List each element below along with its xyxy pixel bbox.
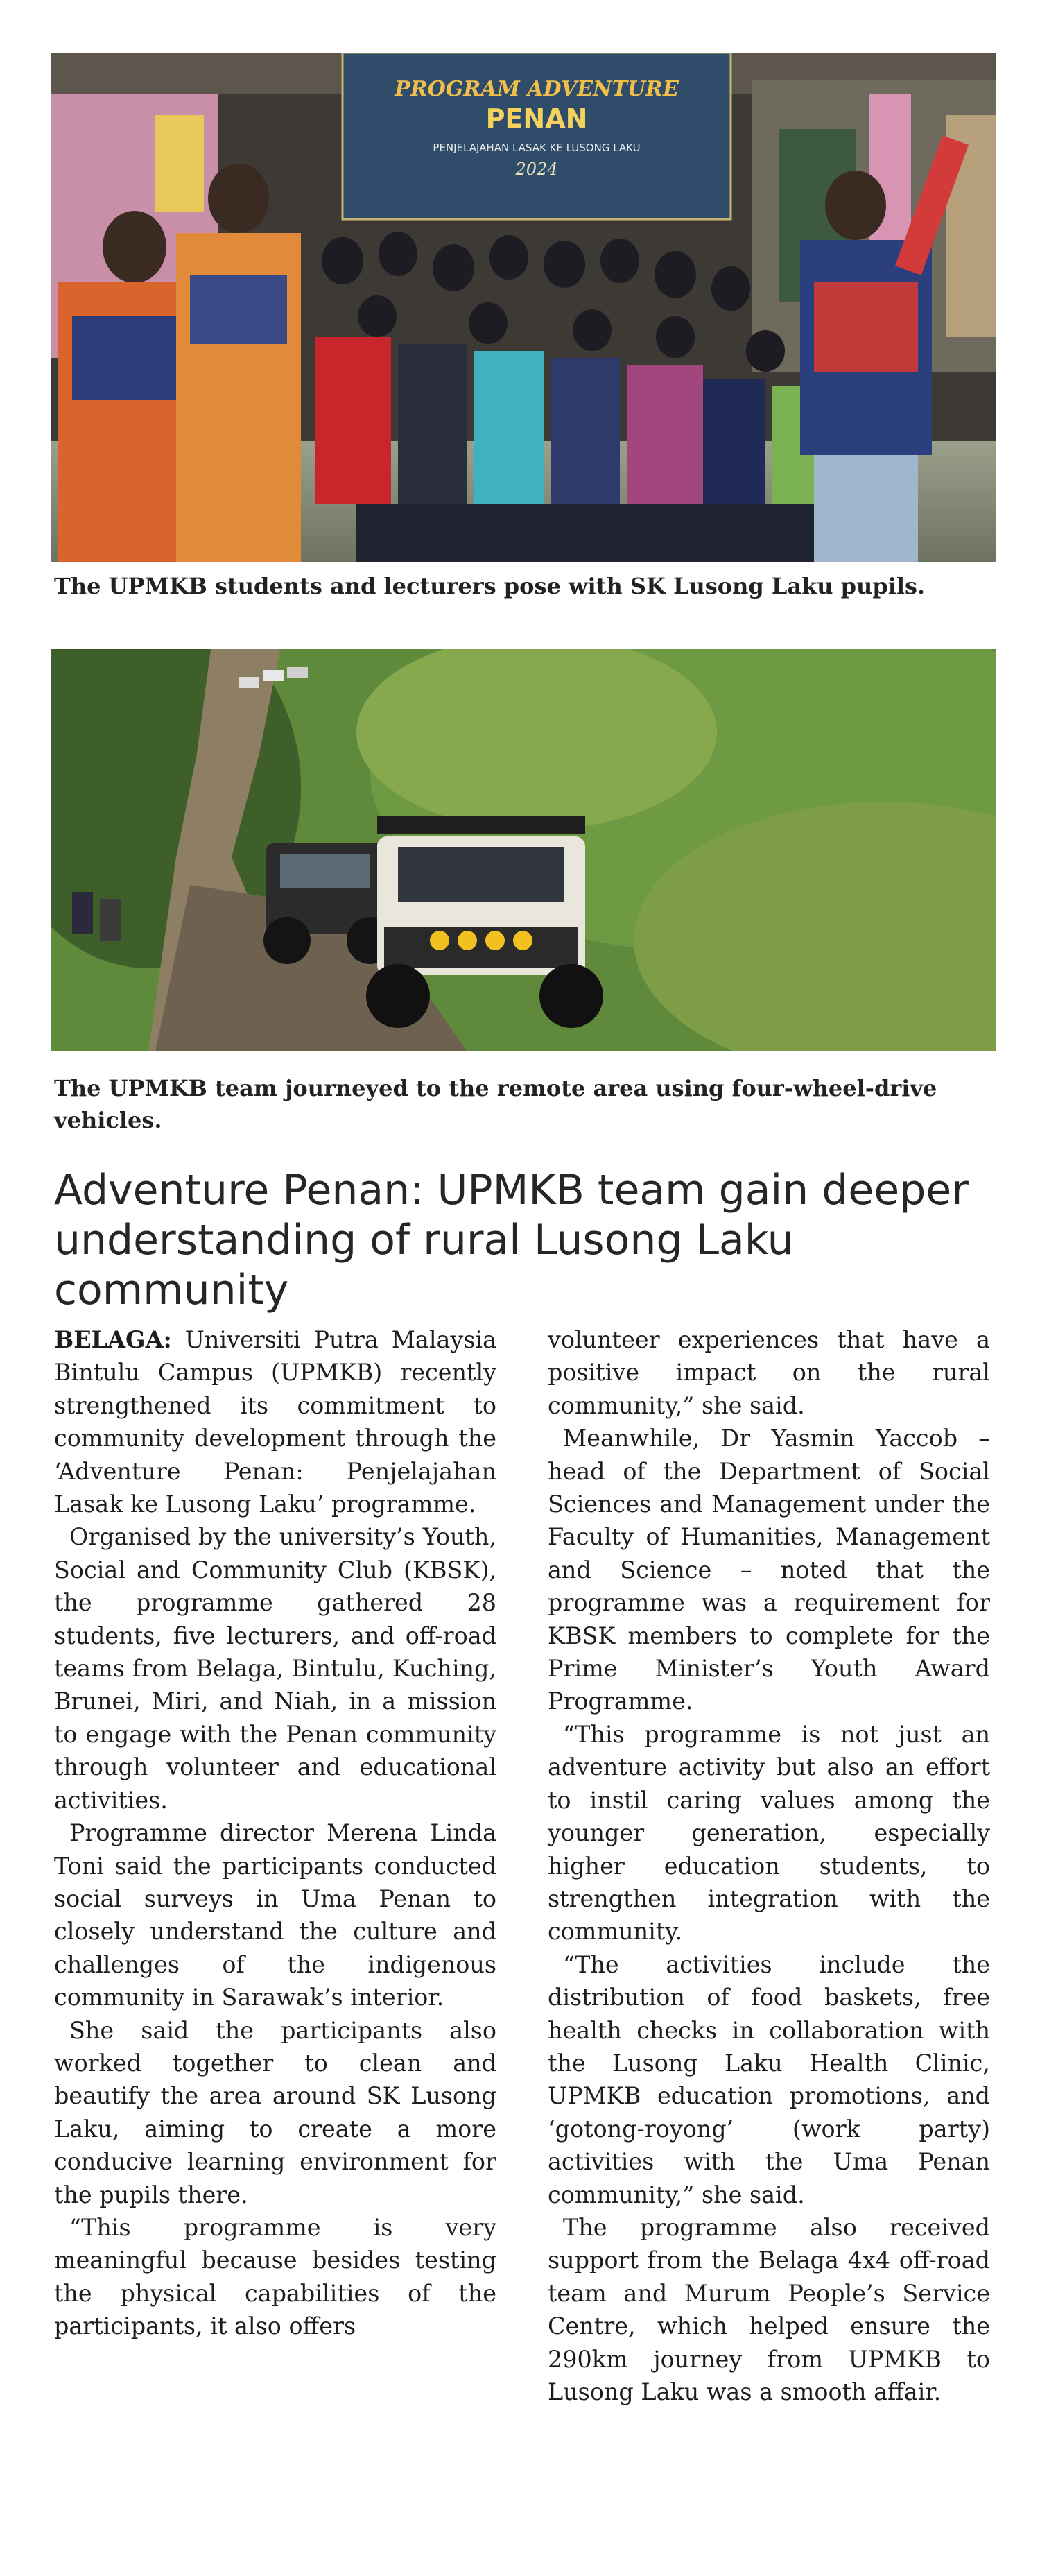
article-column-right	[548, 1323, 990, 2408]
article-paragraph	[54, 1323, 496, 1520]
article-paragraph: “This programme is very meaningful because besides testing the physical capabilities of the participants, it also offers	[54, 2213, 496, 2340]
group-photo	[51, 53, 996, 562]
article-paragraph: She said the participants also worked together to clean and beautify the area around SK Lusong Laku, aiming to create a more conducive learning environment for the pupils there.	[54, 2016, 496, 2208]
article-paragraph: volunteer experiences that have a positive impact on the rural community,” she said.	[548, 1326, 990, 1419]
article-paragraph: The programme also received support from the Belaga 4x4 off-road team and Murum People’s Service Centre, which helped ensure the 290km journey from UPMKB to Lusong Laku was a smooth affair.	[548, 2213, 990, 2405]
article-paragraph: “The activities include the distribution of food baskets, free health checks in collaboration with the Lusong Laku Health Clinic, UPMKB education promotions, and ‘gotong-royong’ (work party) activities with the Uma Penan community,” she said.	[548, 1950, 990, 2208]
article-paragraph: Meanwhile, Dr Yasmin Yaccob – head of the Department of Social Sciences and Management under the Faculty of Humanities, Management and Science – noted that the programme was a requirement for KBSK members to complete for the Prime Minister’s Youth Award Programme.	[548, 1425, 990, 1715]
banner-title: PROGRAM ADVENTURE	[395, 77, 679, 101]
banner-year: 2024	[515, 160, 558, 179]
dateline: BELAGA:	[54, 1326, 172, 1353]
photo-caption: The UPMKB team journeyed to the remote area using four-wheel-drive vehicles.	[54, 1075, 937, 1133]
article-headline: Adventure Penan: UPMKB team gain deeper understanding of rural Lusong Laku community	[54, 1166, 969, 1314]
article-column-left	[54, 1323, 496, 2343]
banner-subtitle: PENJELAJAHAN LASAK KE LUSONG LAKU	[433, 141, 641, 154]
article-paragraph: “This programme is not just an adventure activity but also an effort to instil caring values among the younger generation, especially higher education students, to strengthen integration with the community.	[548, 1720, 990, 1946]
photo-caption: The UPMKB students and lecturers pose with SK Lusong Laku pupils.	[54, 573, 926, 599]
paragraph-text: Universiti Putra Malaysia Bintulu Campus (UPMKB) recently strengthened its commitment to community development through the ‘Adventure Penan: Penjelajahan Lasak ke Lusong Laku’ programme.	[54, 1326, 496, 1518]
offroad-photo	[51, 649, 996, 1051]
article-paragraph: Organised by the university’s Youth, Social and Community Club (KBSK), the programme gathered 28 students, five lecturers, and off-road teams from Belaga, Bintulu, Kuching, Brunei, Miri, and Niah, in a mission to engage with the Penan community through volunteer and educational activities.	[54, 1523, 496, 1814]
article-paragraph: Programme director Merena Linda Toni said the participants conducted social surveys in Uma Penan to closely understand the culture and challenges of the indigenous community in Sarawak’s interior.	[54, 1819, 496, 2011]
banner-name: PENAN	[485, 103, 588, 134]
